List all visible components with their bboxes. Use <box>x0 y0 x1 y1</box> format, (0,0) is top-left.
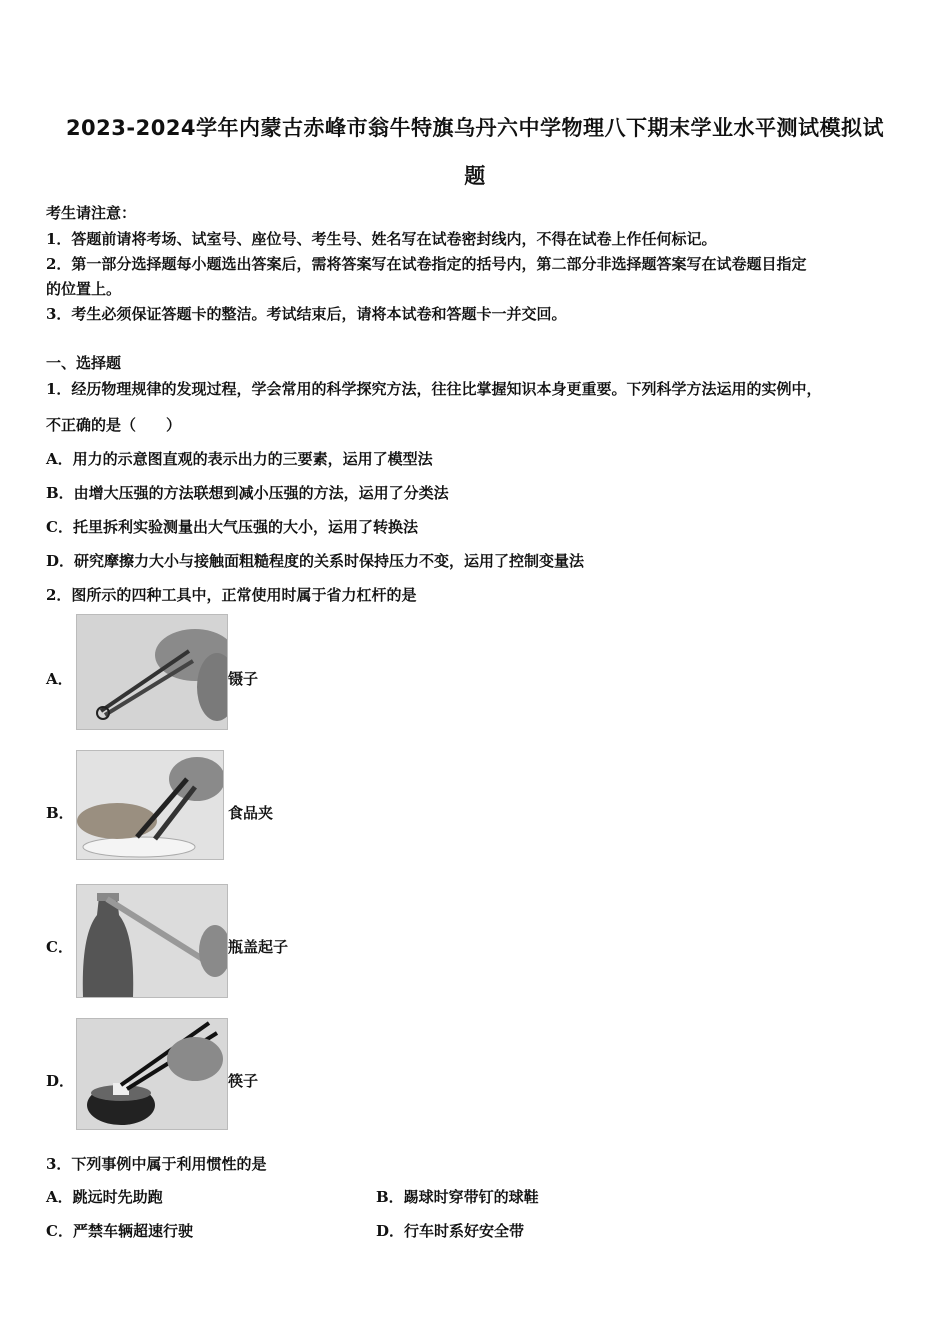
q3-option-a: A．跳远时先助跑 <box>46 1188 163 1206</box>
q2-stem: 2．图所示的四种工具中，正常使用时属于省力杠杆的是 <box>46 586 417 604</box>
q3-option-c: C．严禁车辆超速行驶 <box>46 1222 193 1240</box>
q3-stem: 3．下列事例中属于利用惯性的是 <box>46 1155 267 1173</box>
notice-item-2: 2．第一部分选择题每小题选出答案后，需将答案写在试卷指定的括号内，第二部分非选择题答案写在试卷题目指定 <box>46 255 807 273</box>
chopsticks-photo-icon <box>76 1018 228 1130</box>
tweezers-photo-icon <box>76 614 228 730</box>
q2-option-b-caption: 食品夹 <box>228 804 274 822</box>
q2-option-c-label: C． <box>46 938 73 956</box>
q1-stem-line1: 1．经历物理规律的发现过程，学会常用的科学探究方法，往往比掌握知识本身更重要。下列科学方法运用的实例中， <box>46 380 822 398</box>
q2-option-b-label: B． <box>46 804 74 822</box>
notice-item-3: 3．考生必须保证答题卡的整洁。考试结束后，请将本试卷和答题卡一并交回。 <box>46 305 567 323</box>
q1-option-a: A．用力的示意图直观的表示出力的三要素，运用了模型法 <box>46 450 433 468</box>
q3-option-d: D．行车时系好安全带 <box>376 1222 525 1240</box>
notice-item-1: 1．答题前请将考场、试室号、座位号、考生号、姓名写在试卷密封线内，不得在试卷上作任何标记。 <box>46 230 717 248</box>
bottle-opener-photo-icon <box>76 884 228 998</box>
q1-option-b: B．由增大压强的方法联想到减小压强的方法，运用了分类法 <box>46 484 449 502</box>
exam-title-line1: 2023-2024学年内蒙古赤峰市翁牛特旗乌丹六中学物理八下期末学业水平测试模拟试 <box>65 116 885 140</box>
q2-option-d-label: D． <box>46 1072 75 1090</box>
q2-option-c-caption: 瓶盖起子 <box>228 938 289 956</box>
q1-option-c: C．托里拆利实验测量出大气压强的大小，运用了转换法 <box>46 518 418 536</box>
section-heading: 一、选择题 <box>46 354 122 372</box>
exam-title-line2: 题 <box>464 164 486 188</box>
q2-option-a-label: A． <box>46 670 73 688</box>
q2-option-d-caption: 筷子 <box>228 1072 259 1090</box>
notice-item-2-cont: 的位置上。 <box>46 280 122 298</box>
food-tongs-photo-icon <box>76 750 224 860</box>
q2-option-a-caption: 镊子 <box>228 670 259 688</box>
q3-option-b: B．踢球时穿带钉的球鞋 <box>376 1188 539 1206</box>
q1-stem-line2: 不正确的是（ ） <box>46 416 182 434</box>
notice-heading: 考生请注意： <box>46 204 137 222</box>
q1-option-d: D．研究摩擦力大小与接触面粗糙程度的关系时保持压力不变，运用了控制变量法 <box>46 552 585 570</box>
